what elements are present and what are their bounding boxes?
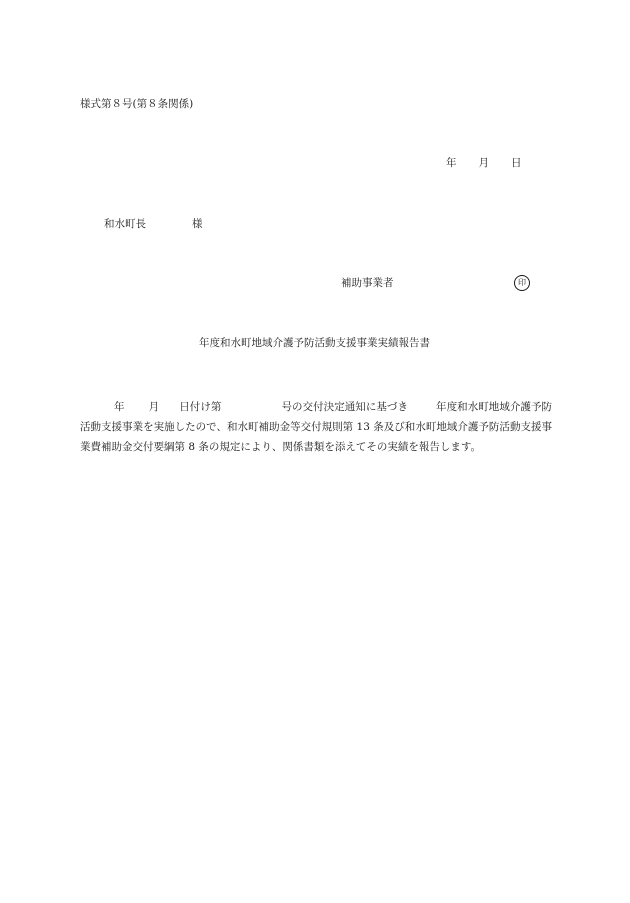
document-title: 年度和水町地域介護予防活動支援事業実績報告書 — [199, 337, 430, 349]
body-month-label: 月 — [148, 401, 160, 413]
addressee-name: 和水町長 — [104, 218, 146, 230]
date-line — [446, 158, 522, 169]
seal-mark: 印 — [514, 275, 530, 291]
body-dated-number-prefix: 日付け第 — [179, 401, 222, 413]
body-year-label: 年 — [114, 401, 125, 413]
addressee-honorific: 様 — [192, 218, 203, 230]
body-fiscal-year-text: 年度和水町地域介護予防活動支援事業を実施したので、和水町補助金等交付規則第 13 条及び和水町地域介護予防活動支援事業費補助金交付要綱第 8 条の規定により、関係書類を添えてその実績を報告します。 — [80, 401, 553, 453]
form-number: 様式第８号(第８条関係) — [80, 98, 194, 110]
date-year-label: 年 — [446, 157, 457, 169]
addressee — [104, 219, 203, 230]
date-day-label: 日 — [511, 157, 522, 169]
body-notice-text: 号の交付決定通知に基づき — [281, 401, 409, 413]
report-body — [80, 397, 552, 457]
date-month-label: 月 — [478, 157, 489, 169]
applicant-label: 補助事業者 — [341, 277, 394, 289]
